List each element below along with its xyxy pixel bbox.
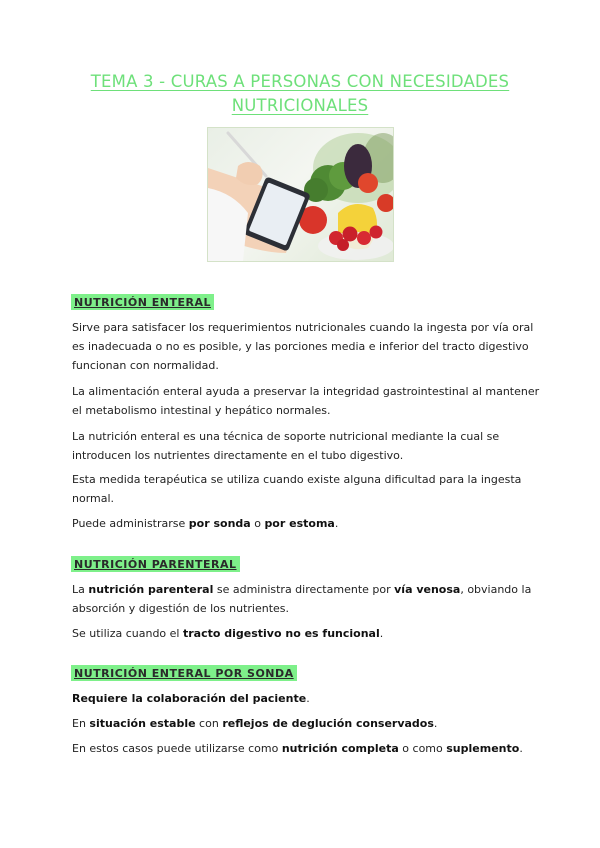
text-run: Puede administrarse [72, 517, 189, 530]
emphasis: por sonda [188, 517, 251, 530]
text-run: , obviando la absorción y digestión de los nutrientes. [72, 583, 532, 615]
text-run: Se utiliza cuando el [72, 627, 183, 640]
section-heading-nutricion-enteral-por-sonda: NUTRICIÓN ENTERAL POR SONDA [71, 665, 297, 681]
text-run: o [250, 517, 265, 530]
paragraph [72, 624, 540, 643]
section-heading-nutricion-parenteral: NUTRICIÓN PARENTERAL [71, 556, 240, 572]
emphasis: vía venosa [394, 583, 461, 596]
emphasis: reflejos de deglución conservados [222, 717, 434, 730]
emphasis: Requiere la colaboración del paciente [72, 692, 307, 705]
text-run: La [72, 583, 89, 596]
emphasis: nutrición parenteral [88, 583, 214, 596]
text-run: En [72, 717, 90, 730]
page-title: TEMA 3 - CURAS A PERSONAS CON NECESIDADES NUTRICIONALES [90, 72, 510, 115]
paragraph: Sirve para satisfacer los requerimientos nutricionales cuando la ingesta por vía oral es inadecuada o no es posible, y las porciones media e inferior del tracto digestivo funcionan con normalidad. [72, 321, 534, 372]
paragraph: La alimentación enteral ayuda a preservar la integridad gastrointestinal al mantener el metabolismo intestinal y hepático normales. [72, 385, 540, 417]
text-run: con [195, 717, 223, 730]
text-run: . [306, 692, 310, 705]
paragraph [72, 739, 540, 758]
hero-image [207, 127, 394, 262]
emphasis: suplemento [446, 742, 520, 755]
paragraph [72, 514, 540, 533]
paragraph [72, 689, 540, 708]
text-run: . [519, 742, 523, 755]
text-run: . [433, 717, 438, 730]
text-run: . [379, 627, 384, 640]
emphasis: tracto digestivo no es funcional [182, 627, 380, 640]
text-run: En estos casos puede utilizarse como [72, 742, 282, 755]
emphasis: nutrición completa [281, 742, 399, 755]
text-run: se administra directamente por [213, 583, 395, 596]
paragraph: La nutrición enteral es una técnica de soporte nutricional mediante la cual se introducen los nutrientes directamente en el tubo digestivo. [72, 430, 500, 462]
emphasis: por estoma [264, 517, 335, 530]
paragraph [72, 580, 540, 618]
emphasis: situación estable [89, 717, 196, 730]
section-heading-nutricion-enteral: NUTRICIÓN ENTERAL [71, 294, 214, 310]
text-run: o como [398, 742, 447, 755]
text-run: . [334, 517, 339, 530]
paragraph: Esta medida terapéutica se utiliza cuando existe alguna dificultad para la ingesta normal. [72, 473, 522, 505]
paragraph [72, 714, 540, 733]
